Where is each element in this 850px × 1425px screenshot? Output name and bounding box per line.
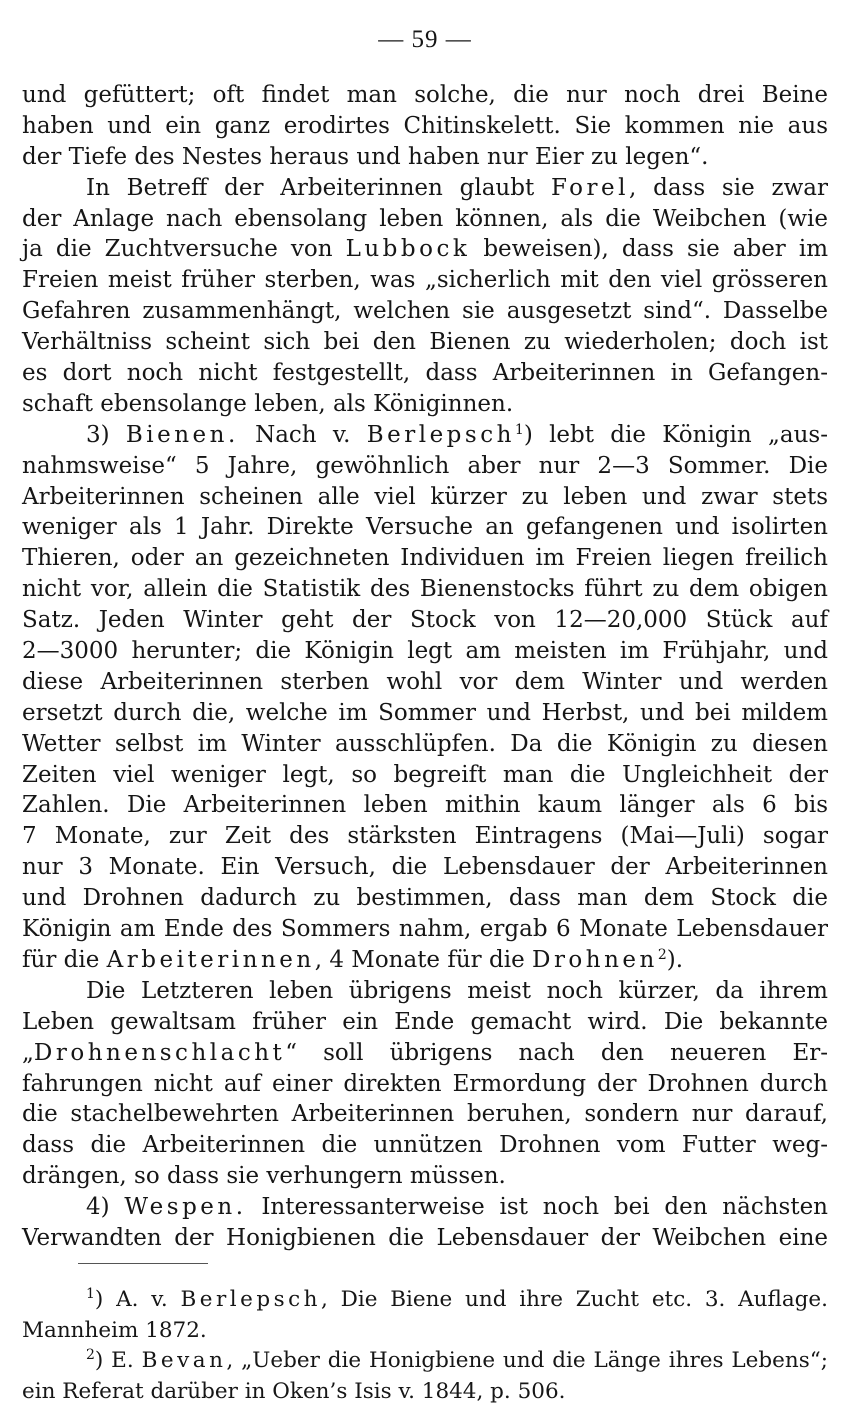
text-run: ) A. v. [94,1287,181,1312]
text-line [22,173,828,204]
footnote-1-continuation: Mannheim 1872. [22,1317,207,1343]
text-line [22,420,828,451]
text-line: 2—3000 herunter; die Königin legt am meisten im Frühjahr, und [22,638,828,665]
text-line: Königin am Ende des Sommers nahm, ergab 6 Monate Lebensdauer [22,916,828,943]
text-run: für die [22,946,107,973]
text-run: Nach v. [238,421,367,448]
text-run: “ soll übrigens nach den neueren Er- [285,1039,828,1066]
text-line [22,234,828,265]
section-heading-wespen: Wespen. [124,1194,247,1221]
section-heading-bienen: Bienen. [125,421,239,448]
text-line [22,1192,828,1223]
text-line: dass die Arbeiterinnen die unnützen Drohnen vom Futter weg- [22,1132,828,1159]
term-drohnenschlacht: Drohnenschlacht [33,1039,286,1066]
text-line: drängen, so dass sie verhungern müssen. [22,1163,506,1190]
text-line: Die Letzteren leben übrigens meist noch kürzer, da ihrem [86,977,828,1004]
footnote-marker-2: 2 [86,1347,95,1363]
body-text [22,80,828,1254]
author-name-lubbock: Lubbock [345,236,471,263]
footnotes [22,1285,828,1407]
text-line: nicht vor, allein die Statistik des Bienenstocks führt zu dem obigen [22,576,828,603]
text-line: und Drohnen dadurch zu bestimmen, dass man dem Stock die [22,885,828,912]
text-line: Leben gewaltsam früher ein Ende gemacht wird. Die bekannte [22,1008,828,1035]
footnote-1 [22,1285,828,1316]
text-line: es dort noch nicht festgestellt, dass Arbeiterinnen in Gefangen- [22,360,828,387]
term-drohnen: Drohnen [532,946,658,973]
text-line: haben und ein ganz erodirtes Chitinskelett. Sie kommen nie aus [22,112,828,139]
footnote-divider [78,1263,208,1264]
text-run: Interessanterweise ist noch bei den nächsten [246,1194,828,1221]
text-line: fahrungen nicht auf einer direkten Ermordung der Drohnen durch [22,1070,828,1097]
text-run: , „Ueber die Honigbiene und die Länge ihres Lebens“; [226,1348,828,1373]
text-run: beweisen), dass sie aber im [470,236,829,263]
term-arbeiterinnen: Arbeiterinnen [106,946,315,973]
text-line: Zeiten viel weniger legt, so begreift man die Ungleichheit der [22,761,828,788]
footnote-2-continuation: ein Referat darüber in Oken’s Isis v. 1844, p. 506. [22,1378,566,1404]
text-line: Arbeiterinnen scheinen alle viel kürzer zu leben und zwar stets [22,483,828,510]
text-line: nahmsweise“ 5 Jahre, gewöhnlich aber nur 2—3 Sommer. Die [22,452,828,479]
text-line: ersetzt durch die, welche im Sommer und Herbst, und bei mildem [22,699,828,726]
text-run: ). [666,946,684,973]
text-line: Gefahren zusammenhängt, welchen sie ausgesetzt sind“. Dasselbe [22,298,828,325]
text-line: schaft ebensolange leben, als Königinnen. [22,390,514,417]
footnote-2 [22,1346,828,1377]
author-name-berlepsch: Berlepsch [366,421,515,448]
text-line: nur 3 Monate. Ein Versuch, die Lebensdauer der Arbeiterinnen [22,854,828,881]
text-line: Verhältniss scheint sich bei den Bienen zu wiederholen; doch ist [22,329,828,356]
text-line: Satz. Jeden Winter geht der Stock von 12—20,000 Stück auf [22,607,828,634]
text-line: und gefüttert; oft findet man solche, die nur noch drei Beine [22,82,828,108]
text-line: weniger als 1 Jahr. Direkte Versuche an gefangenen und isolirten [22,514,828,541]
author-name-forel: Forel [550,174,629,201]
page-number: — 59 — [378,26,472,53]
text-line: diese Arbeiterinnen sterben wohl vor dem Winter und werden [22,668,828,695]
text-line: Verwandten der Honigbienen die Lebensdauer der Weibchen eine [22,1224,828,1251]
text-run: ) E. [94,1348,142,1373]
text-run: ) lebt die Königin „aus- [523,421,828,448]
author-name-berlepsch: Berlepsch [180,1287,322,1312]
text-run: 3) [86,421,126,448]
text-line: Freien meist früher sterben, was „sicherlich mit den viel grösseren [22,267,828,294]
text-line [22,1038,828,1069]
text-line: der Anlage nach ebensolang leben können, als die Weibchen (wie [22,205,828,232]
text-run: „ [22,1039,34,1066]
text-line [22,945,828,976]
text-line: die stachelbewehrten Arbeiterinnen beruhen, sondern nur darauf, [22,1101,828,1128]
text-run: 4) [86,1194,125,1221]
text-run: In Betreff der Arbeiterinnen glaubt [86,174,551,201]
text-run: , Die Biene und ihre Zucht etc. 3. Auflage. [321,1287,828,1312]
text-run: , 4 Monate für die [314,946,532,973]
footnote-marker-1: 1 [86,1286,95,1302]
text-run: , dass sie zwar [629,174,828,201]
text-run: ja die Zuchtversuche von [22,236,346,263]
text-line: der Tiefe des Nestes heraus und haben nur Eier zu legen“. [22,143,709,170]
text-line: 7 Monate, zur Zeit des stärksten Eintragens (Mai—Juli) sogar [22,823,828,850]
text-line: Zahlen. Die Arbeiterinnen leben mithin kaum länger als 6 bis [22,792,828,819]
footnote-ref-1[interactable]: 1 [514,421,524,438]
footnote-ref-2[interactable]: 2 [657,946,667,963]
author-name-bevan: Bevan [141,1348,227,1373]
text-line: Wetter selbst im Winter ausschlüpfen. Da die Königin zu diesen [22,730,828,757]
text-line: Thieren, oder an gezeichneten Individuen im Freien liegen freilich [22,545,828,572]
